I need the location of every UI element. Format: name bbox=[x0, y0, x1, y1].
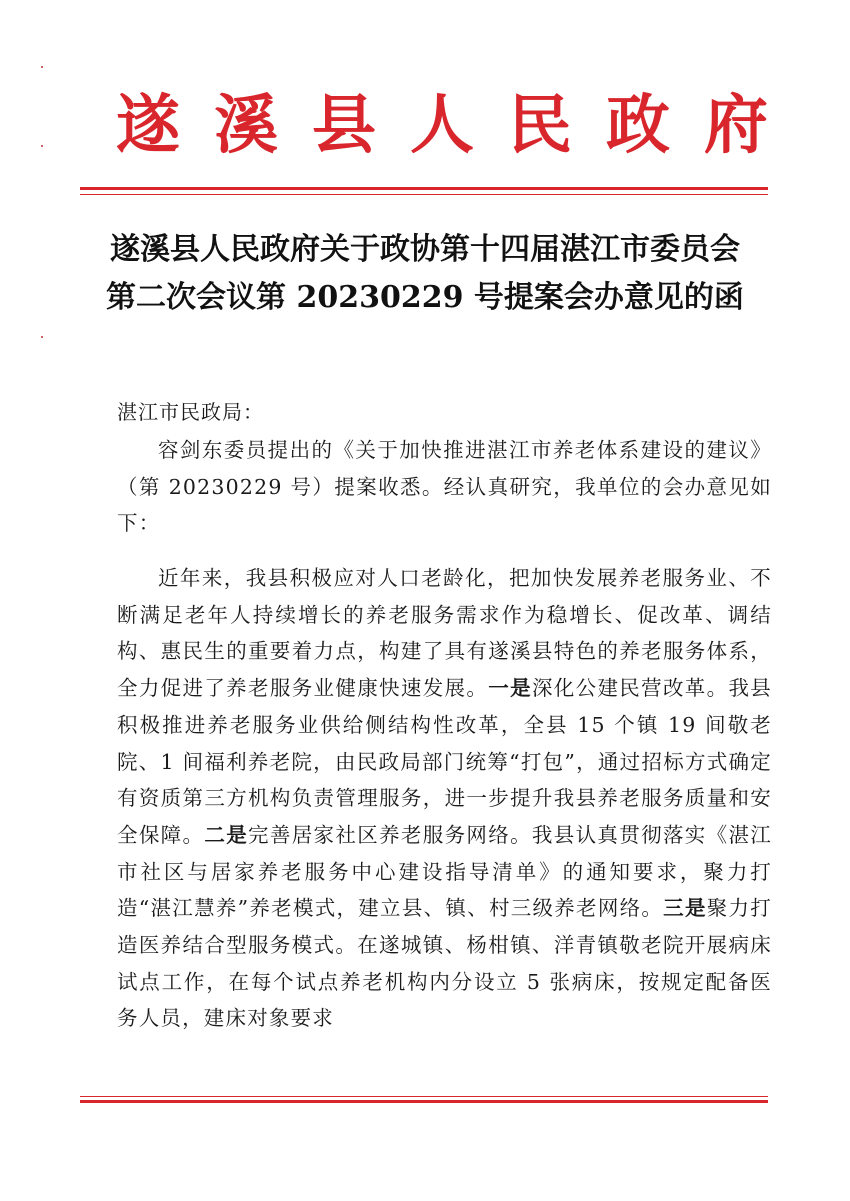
scan-speck bbox=[41, 145, 43, 147]
body-paragraph-1: 容剑东委员提出的《关于加快推进湛江市养老体系建设的建议》（第 20230229 号）提案收悉。经认真研究，我单位的会办意见如下： bbox=[117, 438, 772, 536]
body-paragraph-2 bbox=[117, 560, 772, 1037]
letterhead-rule-thin bbox=[80, 194, 768, 195]
letterhead-org-name: 遂溪县人民政府 bbox=[116, 88, 802, 163]
point-2-text: 完善居家社区养老服务网络。我县认真贯彻落实《湛江市社区与居家养老服务中心建设指导清单》的通知要求，聚力打造“湛江慧养”养老模式，建立县、镇、村三级养老网络。 bbox=[117, 822, 772, 921]
point-1-label: 一是 bbox=[488, 676, 532, 701]
point-2-label: 二是 bbox=[204, 822, 249, 847]
document-title-line2: 第二次会议第 20230229 号提案会办意见的函 bbox=[106, 280, 744, 315]
addressee: 湛江市民政局： bbox=[117, 400, 264, 424]
footer-rule-thick bbox=[80, 1100, 768, 1103]
letterhead-rule-thick bbox=[80, 187, 768, 190]
scan-speck bbox=[41, 66, 43, 68]
document-title-line1: 遂溪县人民政府关于政协第十四届湛江市委员会 bbox=[110, 232, 740, 267]
point-3-label: 三是 bbox=[663, 896, 707, 921]
point-1-text: 深化公建民营改革。我县积极推进养老服务业供给侧结构性改革，全县 15 个镇 19 间敬老院、1 间福利养老院，由民政局部门统筹“打包”，通过招标方式确定有资质第三方机构负责管理服务，进一步提升我县养老服务质量和安全保障。 bbox=[117, 676, 773, 847]
footer-rule-thin bbox=[80, 1096, 768, 1097]
scan-speck bbox=[41, 336, 43, 338]
paragraph-intro: 近年来，我县积极应对人口老龄化，把加快发展养老服务业、不断满足老年人持续增长的养老服务需求作为稳增长、促改革、调结构、惠民生的重要着力点，构建了具有遂溪县特色的养老服务体系，全力促进了养老服务业健康快速发展。 bbox=[117, 566, 772, 701]
point-3-text: 聚力打造医养结合型服务模式。在遂城镇、杨柑镇、洋青镇敬老院开展病床试点工作，在每个试点养老机构内分设立 5 张病床，按规定配备医务人员，建床对象要求 bbox=[117, 896, 772, 1031]
